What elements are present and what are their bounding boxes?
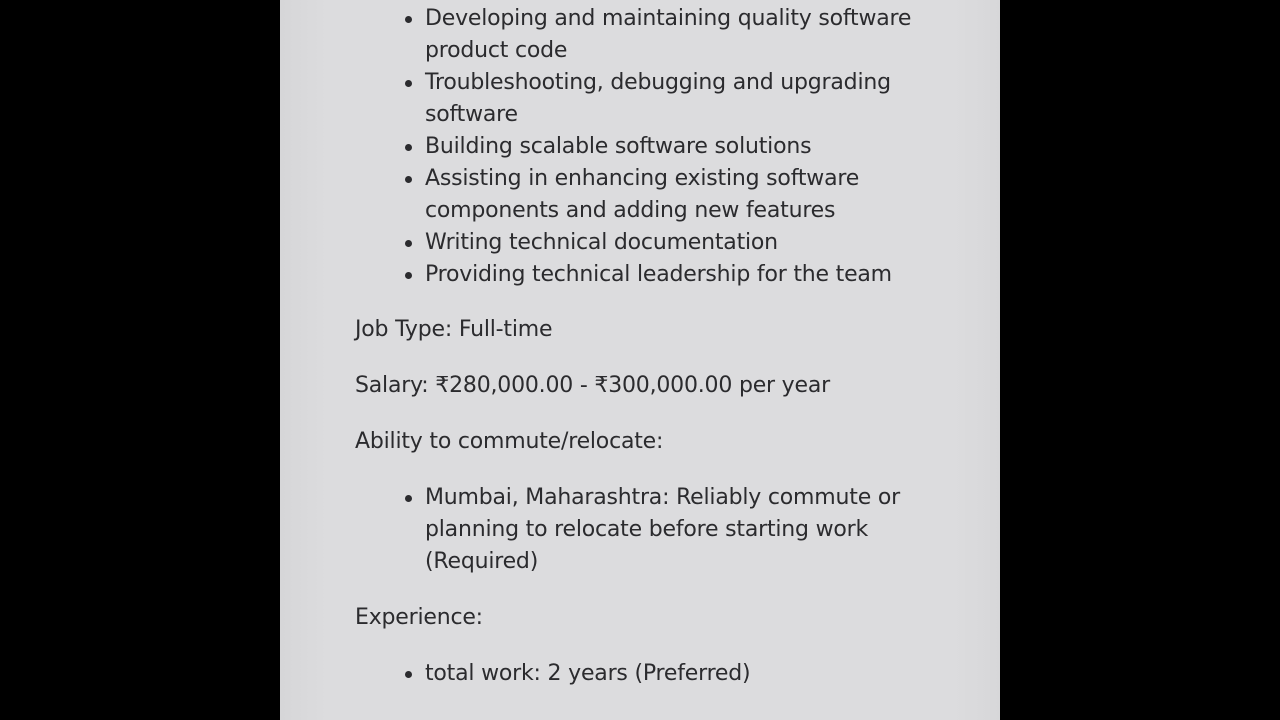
list-item <box>355 482 935 578</box>
experience-list <box>355 658 935 690</box>
list-item-text: Building scalable software solutions <box>425 134 812 159</box>
list-item <box>355 163 935 227</box>
list-item <box>355 658 935 690</box>
panel-shadow-right <box>952 0 1000 720</box>
list-item-text: Developing and maintaining quality software product code <box>425 6 912 63</box>
list-item <box>355 3 935 67</box>
list-item <box>355 227 935 259</box>
commute-list <box>355 482 935 578</box>
list-item <box>355 67 935 131</box>
list-item-text: total work: 2 years (Preferred) <box>425 661 751 686</box>
list-item <box>355 259 935 291</box>
panel-shadow-left <box>280 0 328 720</box>
responsibilities-list <box>355 3 935 291</box>
list-item-text: Mumbai, Maharashtra: Reliably commute or planning to relocate before starting work (Required) <box>425 485 900 574</box>
experience-heading: Experience: <box>355 605 483 630</box>
list-item <box>355 131 935 163</box>
list-item-text: Troubleshooting, debugging and upgrading software <box>425 70 891 127</box>
job-type-text: Job Type: Full-time <box>355 317 553 342</box>
list-item-text: Providing technical leadership for the team <box>425 262 892 287</box>
list-item-text: Writing technical documentation <box>425 230 778 255</box>
salary-text: Salary: ₹280,000.00 - ₹300,000.00 per year <box>355 373 830 398</box>
job-description-panel <box>280 0 1000 720</box>
list-item-text: Assisting in enhancing existing software components and adding new features <box>425 166 860 223</box>
commute-heading: Ability to commute/relocate: <box>355 429 664 454</box>
